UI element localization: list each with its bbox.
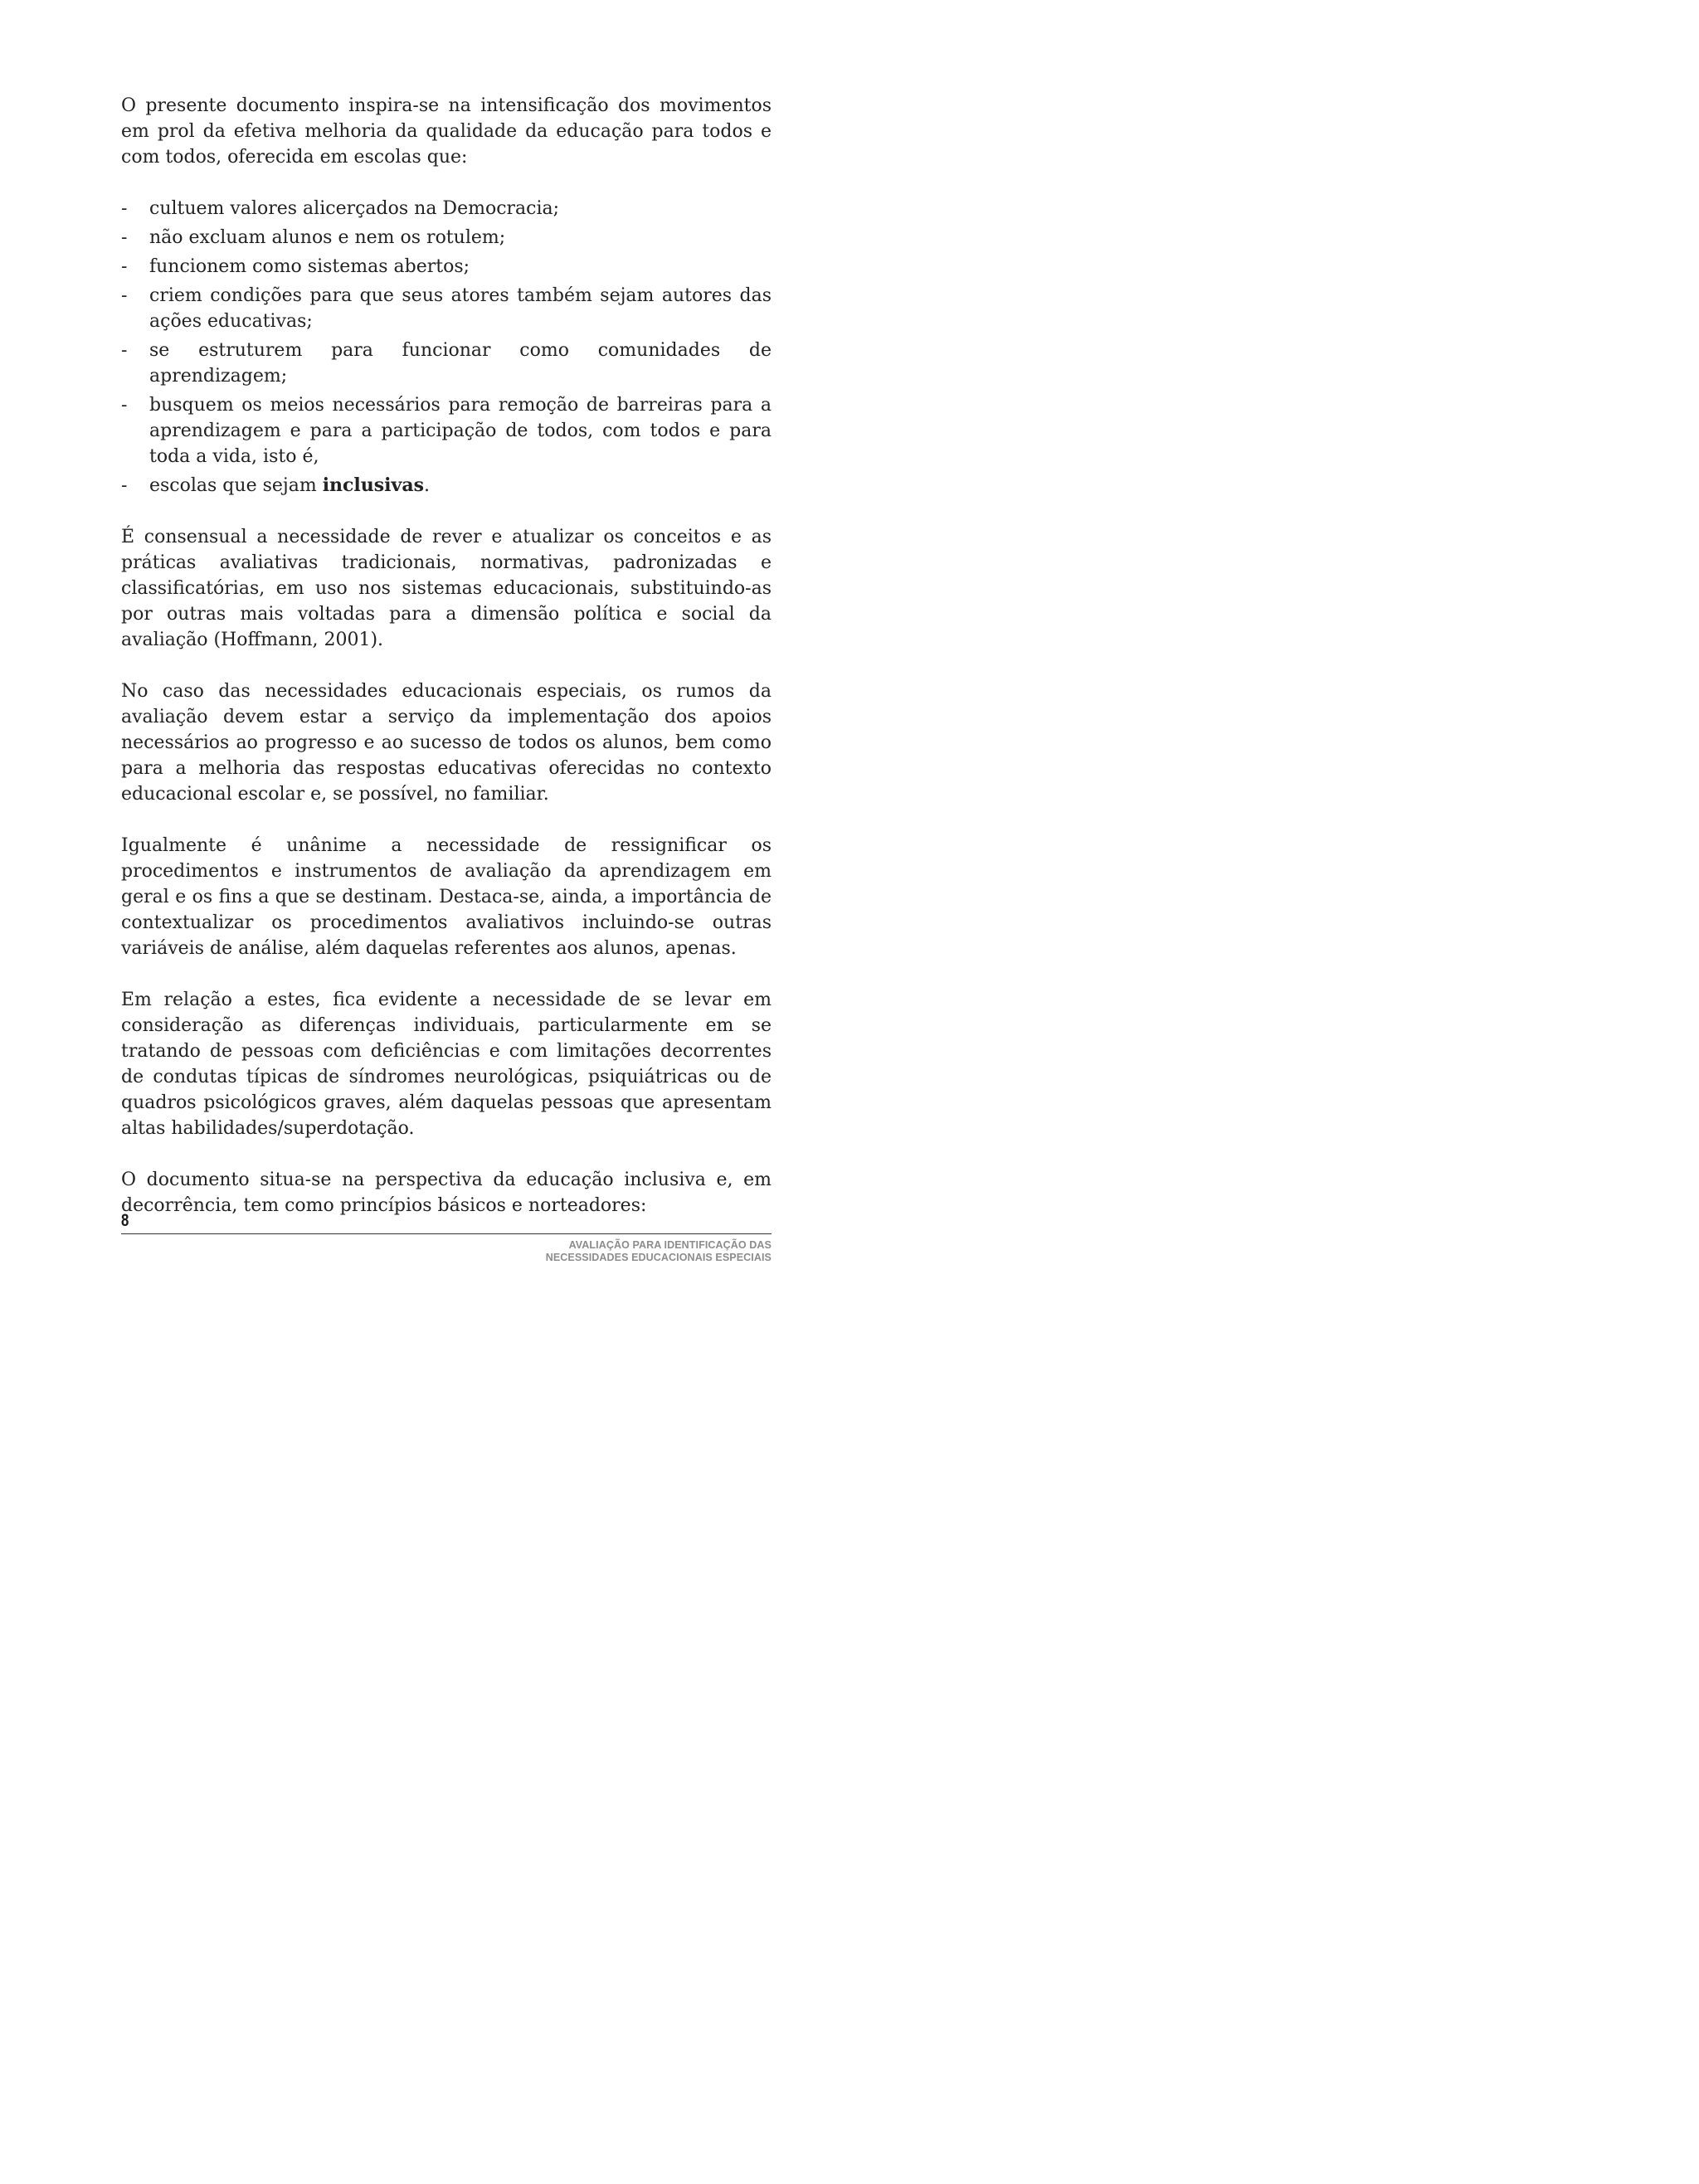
- paragraph-individual-differences: Em relação a estes, fica evidente a necessidade de se levar em consideração as diferenças individuais, particularmente em se tratando de pessoas com deficiências e com limitações decorrentes de condutas típicas de síndromes neurológicas, psiquiátricas ou de quadros psicológicos graves, além daquelas pessoas que apresentam altas habilidades/superdotação.: [121, 990, 772, 1139]
- paragraph-inclusive-perspective: O documento situa-se na perspectiva da educação inclusiva e, em decorrência, tem como princípios básicos e norteadores:: [121, 1170, 772, 1216]
- list-dash: -: [121, 395, 128, 416]
- list-item-inclusive: [121, 473, 772, 499]
- paragraph-resignify: Igualmente é unânime a necessidade de ressignificar os procedimentos e instrumentos de avaliação da aprendizagem em geral e os fins a que se destinam. Destaca-se, ainda, a importância de contextualizar os procedimentos avaliativos incluindo-se outras variáveis de análise, além daquelas referentes aos alunos, apenas.: [121, 835, 772, 959]
- list-dash: -: [121, 285, 128, 306]
- intro-paragraph: O presente documento inspira-se na intensificação dos movimentos em prol da efetiva melhoria da qualidade da educação para todos e com todos, oferecida em escolas que:: [121, 95, 772, 168]
- body-text: [121, 93, 772, 1244]
- running-title-line-1: AVALIAÇÃO PARA IDENTIFICAÇÃO DAS: [568, 1239, 772, 1251]
- footer-rule: [121, 1233, 772, 1234]
- list-dash: -: [121, 340, 128, 361]
- list-item: [121, 338, 772, 389]
- list-item-text: funcionem como sistemas abertos;: [149, 256, 470, 277]
- list-item: [121, 392, 772, 469]
- list-item: [121, 254, 772, 280]
- list-item-text: busquem os meios necessários para remoção de barreiras para a aprendizagem e para a participação de todos, com todos e para toda a vida, isto é,: [149, 395, 772, 467]
- list-dash: -: [121, 475, 128, 496]
- page-number: 8: [121, 1211, 129, 1230]
- list-item-text: se estruturem para funcionar como comunidades de aprendizagem;: [149, 340, 772, 387]
- list-item-text: criem condições para que seus atores também sejam autores das ações educativas;: [149, 285, 772, 332]
- running-title: [121, 1239, 772, 1264]
- school-criteria-list: [121, 196, 772, 499]
- list-item: [121, 225, 772, 251]
- list-item: [121, 283, 772, 334]
- list-dash: -: [121, 256, 128, 277]
- list-item-text: cultuem valores alicerçados na Democracia;: [149, 198, 560, 219]
- list-dash: -: [121, 227, 128, 248]
- list-dash: -: [121, 198, 128, 219]
- list-item-text: não excluam alunos e nem os rotulem;: [149, 227, 506, 248]
- paragraph-special-needs: No caso das necessidades educacionais especiais, os rumos da avaliação devem estar a serviço da implementação dos apoios necessários ao progresso e ao sucesso de todos os alunos, bem como para a melhoria das respostas educativas oferecidas no contexto educacional escolar e, se possível, no familiar.: [121, 681, 772, 805]
- list-item-suffix: .: [423, 475, 430, 496]
- page-footer: [121, 1211, 772, 1264]
- emphasis-inclusivas: inclusivas: [322, 474, 424, 496]
- paragraph-consensual: É consensual a necessidade de rever e atualizar os conceitos e as práticas avaliativas tradicionais, normativas, padronizadas e classificatórias, em uso nos sistemas educacionais, substituindo-as por outras mais voltadas para a dimensão política e social da avaliação (Hoffmann, 2001).: [121, 527, 772, 650]
- list-item: [121, 196, 772, 221]
- document-page: [0, 0, 1022, 1314]
- running-title-line-2: NECESSIDADES EDUCACIONAIS ESPECIAIS: [545, 1252, 772, 1263]
- list-item-prefix: escolas que sejam: [149, 475, 323, 496]
